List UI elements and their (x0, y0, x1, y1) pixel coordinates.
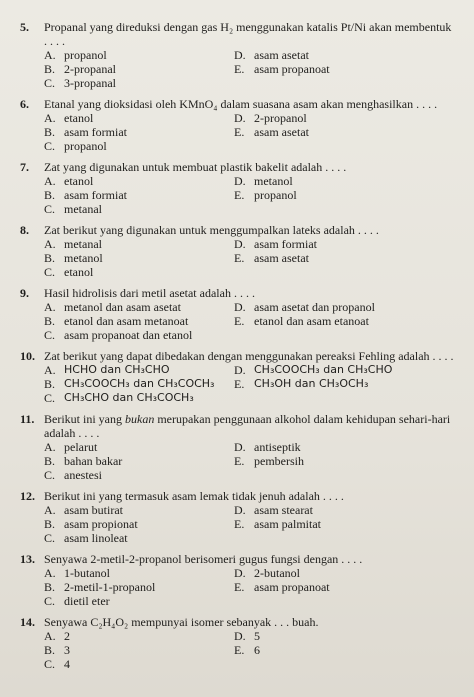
option-e[interactable]: E. pembersih (234, 454, 304, 468)
question-number: 12. (20, 489, 35, 503)
option-b[interactable]: B. CH₃COOCH₃ dan CH₃COCH₃ (44, 377, 215, 391)
question-stem: Berikut ini yang termasuk asam lemak tidak jenuh adalah . . . . (44, 489, 344, 503)
question-number: 10. (20, 349, 35, 363)
question-stem-continuation: . . . . (44, 34, 65, 48)
option-b[interactable]: B. bahan bakar (44, 454, 123, 468)
options (20, 566, 460, 608)
question-number: 9. (20, 286, 29, 300)
option-d[interactable]: D. CH₃COOCH₃ dan CH₃CHO (234, 363, 393, 377)
option-b[interactable]: B. asam formiat (44, 125, 127, 139)
question-stem: Senyawa 2-metil-2-propanol berisomeri gugus fungsi dengan . . . . (44, 552, 363, 566)
option-a[interactable]: A. 2 (44, 629, 70, 643)
option-b[interactable]: B. 3 (44, 643, 70, 657)
option-c[interactable]: C. CH₃CHO dan CH₃COCH₃ (44, 391, 194, 405)
question-5 (20, 20, 460, 90)
question-stem: Zat berikut yang dapat dibedakan dengan menggunakan pereaksi Fehling adalah . . . . (44, 349, 454, 363)
option-c[interactable]: C. anestesi (44, 468, 102, 482)
emphasis-bukan: bukan (125, 412, 155, 426)
option-e[interactable]: E. propanol (234, 188, 297, 202)
question-stem: Zat berikut yang digunakan untuk menggumpalkan lateks adalah . . . . (44, 223, 379, 237)
option-e[interactable]: E. asam asetat (234, 125, 309, 139)
question-8 (20, 223, 460, 279)
option-a[interactable]: A. propanol (44, 48, 107, 62)
question-11 (20, 412, 460, 482)
question-number: 13. (20, 552, 35, 566)
option-d[interactable]: D. asam formiat (234, 237, 317, 251)
question-number: 14. (20, 615, 35, 629)
option-c[interactable]: C. asam propanoat dan etanol (44, 328, 193, 342)
option-d[interactable]: D. asam asetat dan propanol (234, 300, 375, 314)
question-stem: Hasil hidrolisis dari metil asetat adalah . . . . (44, 286, 255, 300)
option-a[interactable]: A. etanol (44, 111, 94, 125)
option-a[interactable]: A. 1-butanol (44, 566, 110, 580)
options (20, 48, 460, 90)
question-14 (20, 615, 460, 671)
option-e[interactable]: E. 6 (234, 643, 260, 657)
question-6 (20, 97, 460, 153)
question-stem: Propanal yang direduksi dengan gas H₂ menggunakan katalis Pt/Ni akan membentuk (44, 20, 452, 34)
option-e[interactable]: E. asam palmitat (234, 517, 321, 531)
question-10 (20, 349, 460, 405)
question-number: 8. (20, 223, 29, 237)
option-c[interactable]: C. 3-propanal (44, 76, 116, 90)
question-number: 6. (20, 97, 29, 111)
options (20, 237, 460, 279)
option-b[interactable]: B. 2-metil-1-propanol (44, 580, 156, 594)
option-a[interactable]: A. HCHO dan CH₃CHO (44, 363, 170, 377)
question-stem: Berikut ini yang bukan merupakan penggunaan alkohol dalam kehidupan sehari-hari (44, 412, 451, 426)
question-9 (20, 286, 460, 342)
option-b[interactable]: B. 2-propanal (44, 62, 116, 76)
option-c[interactable]: C. propanol (44, 139, 107, 153)
option-d[interactable]: D. antiseptik (234, 440, 301, 454)
option-b[interactable]: B. metanol (44, 251, 103, 265)
option-d[interactable]: D. 2-propanol (234, 111, 307, 125)
option-e[interactable]: E. etanol dan asam etanoat (234, 314, 369, 328)
option-d[interactable]: D. 5 (234, 629, 260, 643)
option-a[interactable]: A. metanal (44, 237, 102, 251)
question-stem-continuation: adalah . . . . (44, 426, 100, 440)
option-d[interactable]: D. asam asetat (234, 48, 309, 62)
option-a[interactable]: A. etanol (44, 174, 94, 188)
option-c[interactable]: C. 4 (44, 657, 70, 671)
option-a[interactable]: A. pelarut (44, 440, 98, 454)
options (20, 440, 460, 482)
option-e[interactable]: E. asam propanoat (234, 62, 330, 76)
options (20, 503, 460, 545)
option-b[interactable]: B. asam formiat (44, 188, 127, 202)
option-c[interactable]: C. dietil eter (44, 594, 110, 608)
option-e[interactable]: E. asam asetat (234, 251, 309, 265)
option-d[interactable]: D. asam stearat (234, 503, 313, 517)
question-7 (20, 160, 460, 216)
options (20, 629, 460, 671)
question-12 (20, 489, 460, 545)
options (20, 174, 460, 216)
option-a[interactable]: A. asam butirat (44, 503, 123, 517)
option-a[interactable]: A. metanol dan asam asetat (44, 300, 181, 314)
option-b[interactable]: B. asam propionat (44, 517, 138, 531)
options (20, 363, 460, 405)
option-b[interactable]: B. etanol dan asam metanoat (44, 314, 189, 328)
option-c[interactable]: C. metanal (44, 202, 102, 216)
question-number: 7. (20, 160, 29, 174)
question-stem: Zat yang digunakan untuk membuat plastik bakelit adalah . . . . (44, 160, 347, 174)
question-number: 11. (20, 412, 35, 426)
question-stem: Etanal yang dioksidasi oleh KMnO₄ dalam suasana asam akan menghasilkan . . . . (44, 97, 438, 111)
option-d[interactable]: D. 2-butanol (234, 566, 300, 580)
options (20, 111, 460, 153)
option-c[interactable]: C. asam linoleat (44, 531, 128, 545)
option-c[interactable]: C. etanol (44, 265, 94, 279)
question-stem: Senyawa C₂H₄O₂ mempunyai isomer sebanyak . . . buah. (44, 615, 319, 629)
question-number: 5. (20, 20, 29, 34)
options (20, 300, 460, 342)
question-13 (20, 552, 460, 608)
option-e[interactable]: E. CH₃OH dan CH₃OCH₃ (234, 377, 369, 391)
option-e[interactable]: E. asam propanoat (234, 580, 330, 594)
option-d[interactable]: D. metanol (234, 174, 293, 188)
